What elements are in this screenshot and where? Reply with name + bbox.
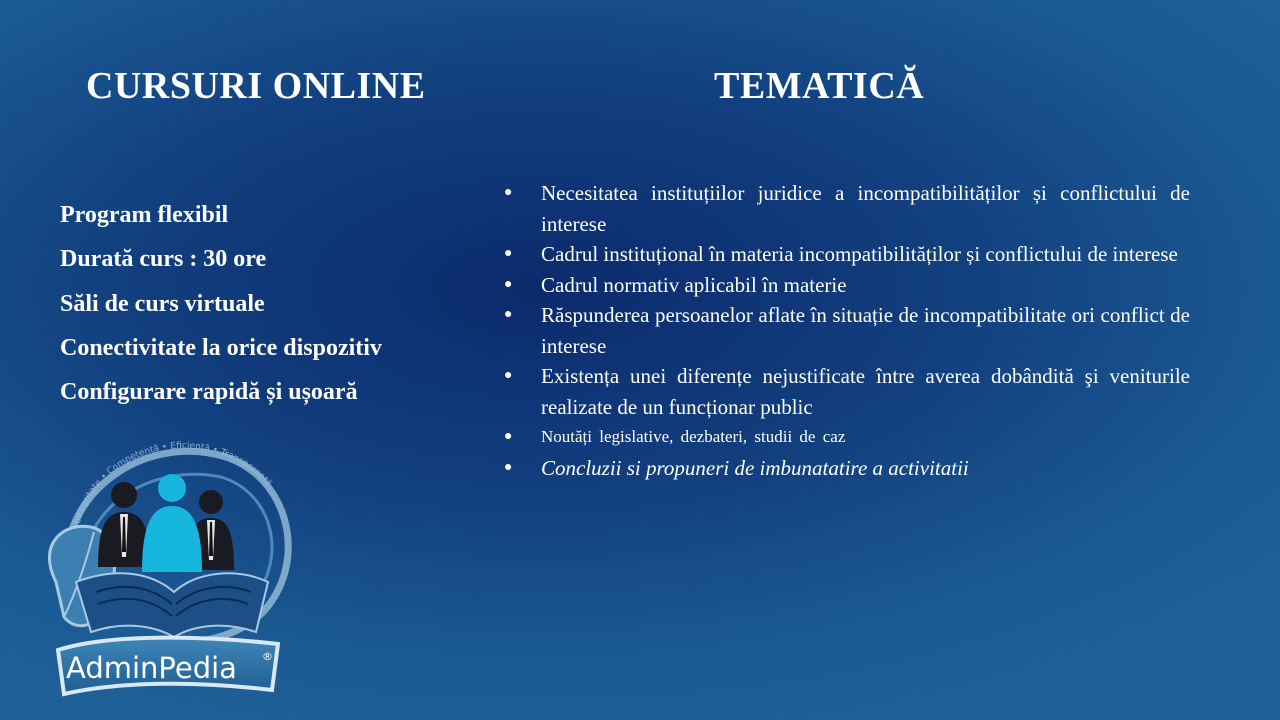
bullet-icon: ● [504, 246, 513, 261]
bullet-icon: ● [504, 429, 513, 444]
registered-mark: ® [262, 650, 273, 663]
topic-item [504, 361, 1190, 422]
topic-item [504, 178, 1190, 239]
topic-item [504, 453, 1190, 484]
feature-item: Configurare rapidă și ușoară [60, 379, 358, 405]
topics-list [504, 178, 1190, 483]
topic-item [504, 422, 1190, 453]
feature-item: Program flexibil [60, 202, 229, 228]
topic-text: Concluzii si propuneri de imbunatatire a activitatii [541, 455, 969, 480]
topic-item [504, 239, 1190, 270]
features-list [60, 200, 382, 421]
feature-item: Săli de curs virtuale [60, 291, 265, 317]
topic-item [504, 270, 1190, 301]
topic-text: Cadrul normativ aplicabil în materie [541, 272, 847, 297]
bullet-icon: ● [504, 459, 513, 475]
brand-name: AdminPedia [66, 651, 237, 685]
courses-title: CURSURI ONLINE [86, 65, 426, 107]
topic-text: Cadrul instituțional în materia incompatibilităților și conflictului de interese [541, 242, 1178, 266]
people-icon [98, 474, 234, 572]
book-icon [76, 573, 268, 637]
topics-title: TEMATICĂ [714, 65, 925, 107]
feature-item: Conectivitate la orice dispozitiv [60, 335, 382, 361]
bullet-icon: ● [504, 276, 513, 292]
feature-item: Durată curs : 30 ore [60, 246, 267, 272]
ring-text-path: Integritate • Competență • Eficiență • Transparență [73, 441, 274, 525]
topic-text: Noutăți legislative, dezbateri, studii de caz [541, 427, 846, 446]
topic-item [504, 300, 1190, 361]
topic-text: Existența unei diferențe nejustificate între averea dobândită şi veniturile realizate de un funcționar public [541, 364, 1190, 419]
topic-text: Necesitatea instituțiilor juridice a incompatibilităților și conflictului de interese [541, 181, 1190, 236]
bullet-icon: ● [504, 185, 513, 200]
adminpedia-logo [36, 432, 298, 700]
bullet-icon: ● [504, 368, 513, 383]
topic-text: Răspunderea persoanelor aflate în situație de incompatibilitate ori conflict de interese [541, 303, 1190, 358]
bullet-icon: ● [504, 307, 513, 322]
